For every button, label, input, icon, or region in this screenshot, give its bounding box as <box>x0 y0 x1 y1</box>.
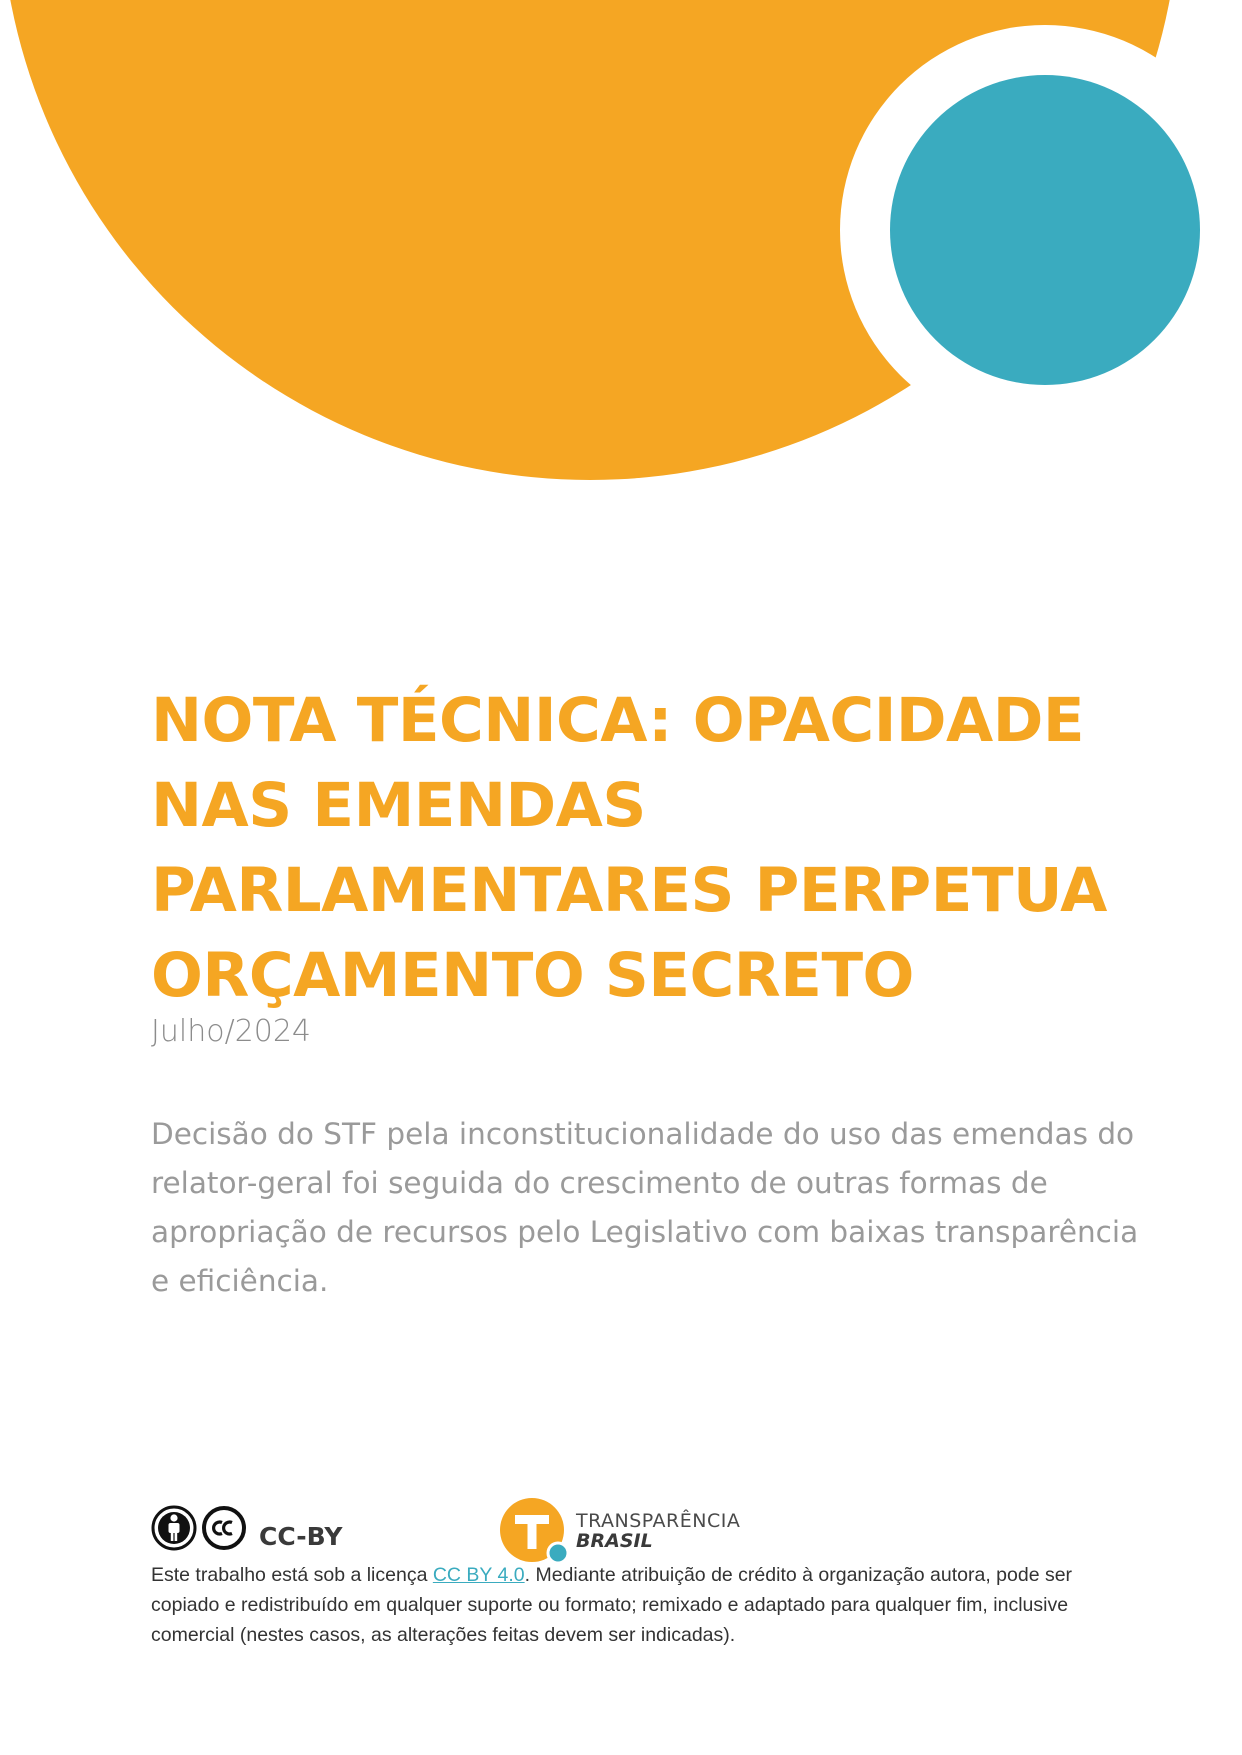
decorative-circles <box>0 0 1242 520</box>
transparencia-brasil-logo <box>500 1497 740 1565</box>
summary-paragraph <box>151 1110 1139 1306</box>
title-line: PARLAMENTARES PERPETUA <box>151 855 1107 926</box>
creative-commons-icon <box>201 1505 247 1551</box>
license-line: copiado e redistribuído em qualquer suporte ou formato; remixado e adaptado para qualquer fim, inclusive <box>151 1594 1069 1616</box>
logo-t-mark-icon <box>500 1497 570 1565</box>
license-after-link: . Mediante atribuição de crédito à organização autora, pode ser <box>524 1564 1073 1586</box>
publication-date: Julho/2024 <box>151 1014 312 1049</box>
license-link[interactable]: CC BY 4.0 <box>432 1564 525 1586</box>
title-line: NOTA TÉCNICA: OPACIDADE <box>151 685 1085 756</box>
document-title <box>151 678 1111 1018</box>
person-attribution-icon <box>151 1505 197 1551</box>
license-prefix: Este trabalho está sob a licença <box>151 1564 433 1586</box>
logo-country: BRASIL <box>576 1530 653 1552</box>
title-line: NAS EMENDAS <box>151 770 646 841</box>
license-notice <box>151 1560 1111 1650</box>
summary-line: relator-geral foi seguida do crescimento de outras formas de <box>151 1166 1048 1200</box>
logo-name: TRANSPARÊNCIA <box>576 1510 741 1532</box>
summary-line: e eficiência. <box>151 1264 329 1298</box>
license-line <box>151 1560 1111 1590</box>
summary-line: Decisão do STF pela inconstitucionalidade do uso das emendas do <box>151 1117 1135 1151</box>
teal-circle <box>890 75 1200 385</box>
cc-by-badge <box>151 1502 342 1554</box>
cc-by-label: CC-BY <box>259 1521 343 1551</box>
license-line: comercial (nestes casos, as alterações feitas devem ser indicadas). <box>151 1624 736 1646</box>
summary-line: apropriação de recursos pelo Legislativo com baixas transparência <box>151 1215 1139 1249</box>
title-line: ORÇAMENTO SECRETO <box>151 940 914 1011</box>
